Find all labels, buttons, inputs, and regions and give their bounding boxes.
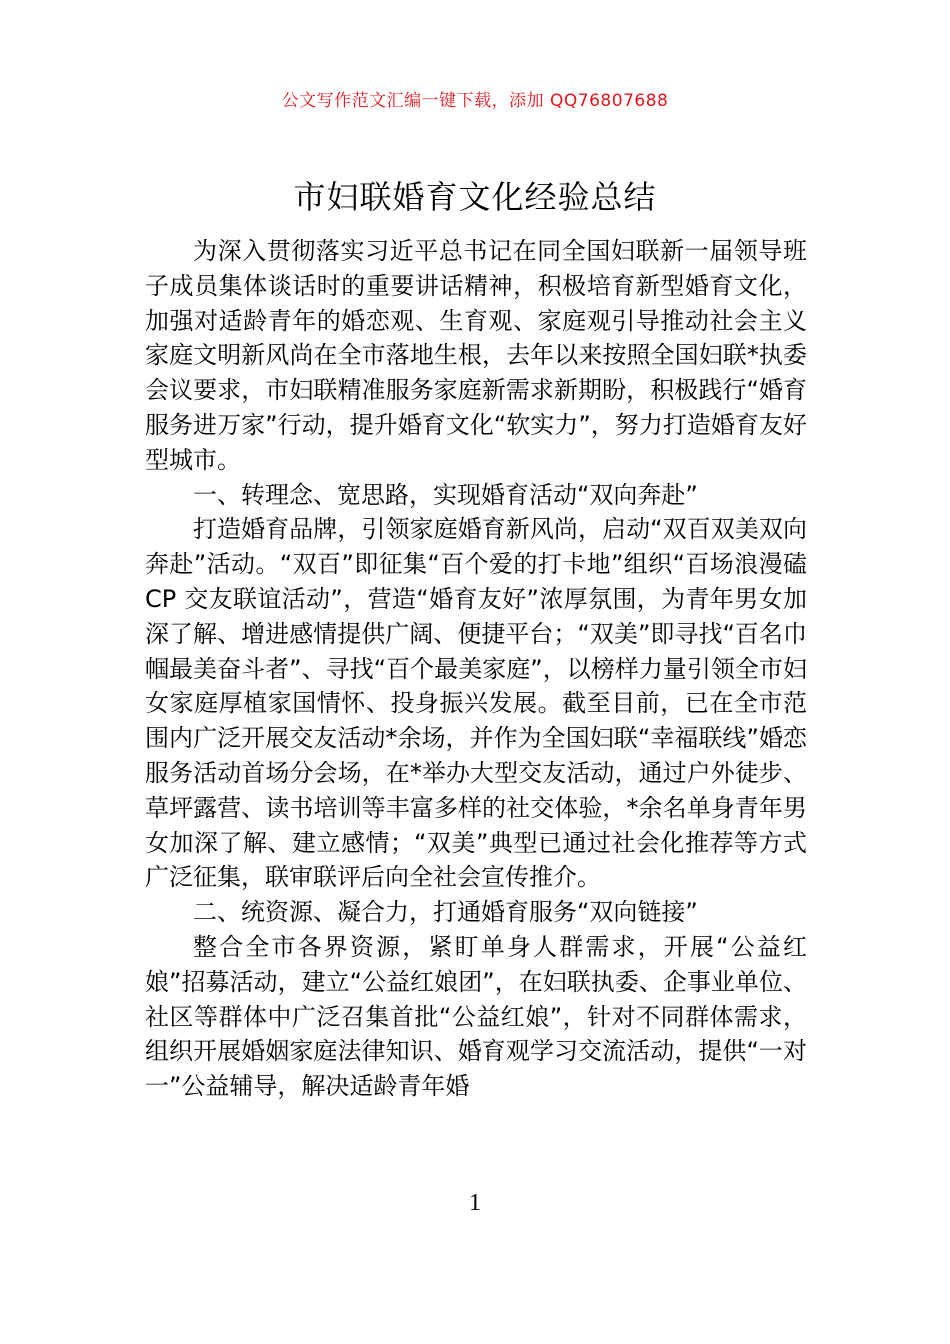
section-heading-2: 二、统资源、凝合力，打通婚育服务“双向链接” <box>193 898 698 927</box>
section-heading-1: 一、转理念、宽思路，实现婚育活动“双向奔赴” <box>193 480 698 509</box>
document-title: 市妇联婚育文化经验总结 <box>293 178 657 216</box>
document-body <box>145 234 807 1104</box>
intro-paragraph: 为深入贯彻落实习近平总书记在同全国妇联新一届领导班子成员集体谈话时的重要讲话精神，积极培育新型婚育文化，加强对适龄青年的婚恋观、生育观、家庭观引导推动社会主义家庭文明新风尚在全市落地生根，去年以来按照全国妇联*执委会议要求，市妇联精准服务家庭新需求新期盼，积极践行“婚育服务进万家”行动，提升婚育文化“软实力”，努力打造婚育友好型城市。 <box>145 237 807 474</box>
section-1-paragraph: 打造婚育品牌，引领家庭婚育新风尚，启动“双百双美双向奔赴”活动。“双百”即征集“百个爱的打卡地”组织“百场浪漫磕 CP 交友联谊活动”，营造“婚育友好”浓厚氛围，为青年男女加深了解、增进感情提供广阔、便捷平台；“双美”即寻找“百名巾帼最美奋斗者”、寻找“百个最美家庭”，以榜样力量引领全市妇女家庭厚植家国情怀、投身振兴发展。截至目前，已在全市范围内广泛开展交友活动*余场，并作为全国妇联“幸福联线”婚恋服务活动首场分会场，在*举办大型交友活动，通过户外徒步、草坪露营、读书培训等丰富多样的社交体验，*余名单身青年男女加深了解、建立感情；“双美”典型已通过社会化推荐等方式广泛征集，联审联评后向全社会宣传推介。 <box>145 515 807 892</box>
download-note: 公文写作范文汇编一键下载，添加 QQ76807688 <box>281 91 669 111</box>
section-2-paragraph: 整合全市各界资源，紧盯单身人群需求，开展“公益红娘”招募活动，建立“公益红娘团”，在妇联执委、企事业单位、社区等群体中广泛召集首批“公益红娘”，针对不同群体需求，组织开展婚姻家庭法律知识、婚育观学习交流活动，提供“一对一”公益辅导，解决适龄青年婚 <box>145 932 807 1101</box>
page-number: 1 <box>469 1190 481 1216</box>
